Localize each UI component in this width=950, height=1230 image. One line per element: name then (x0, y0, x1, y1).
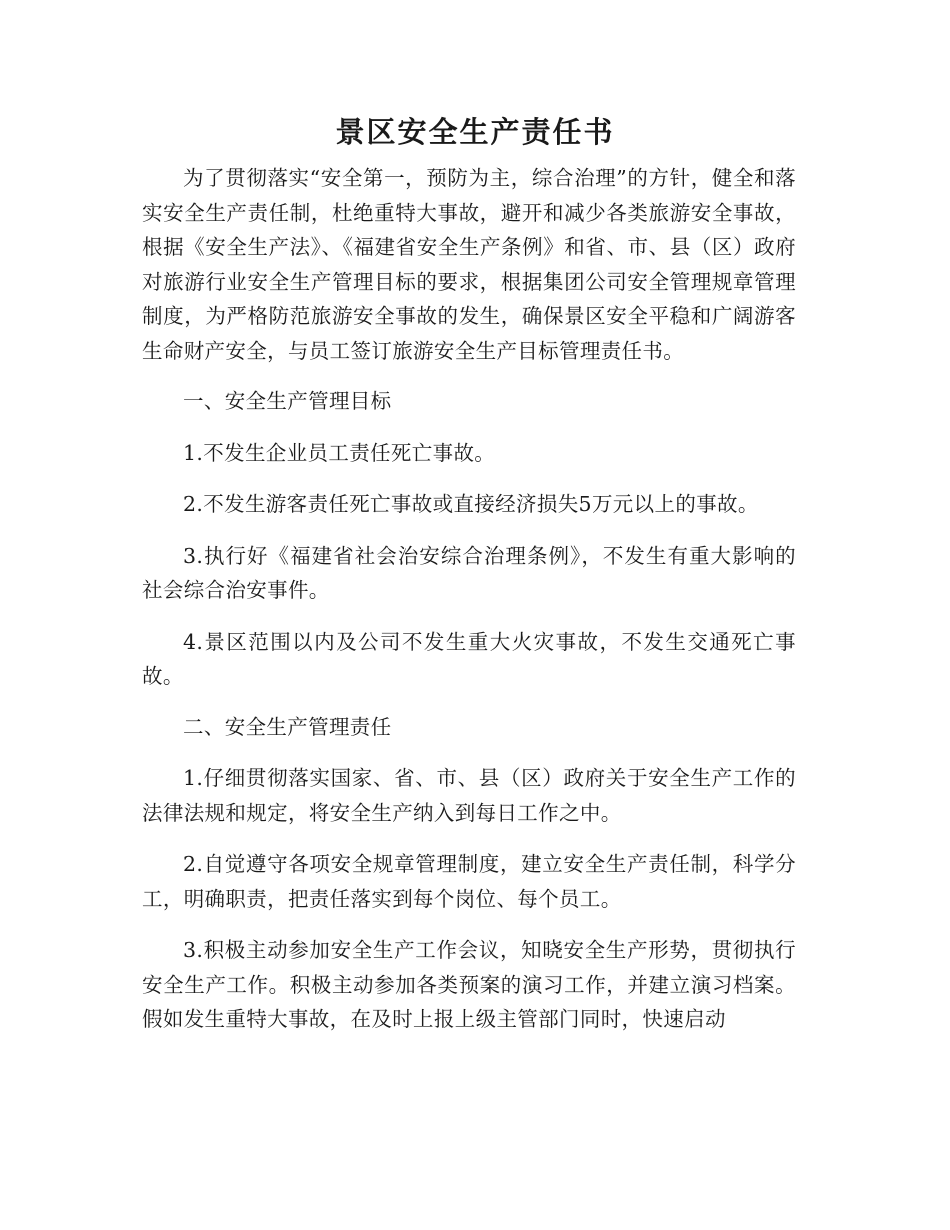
responsibility-item: 3.积极主动参加安全生产工作会议，知晓安全生产形势，贯彻执行安全生产工作。积极主动参加各类预案的演习工作，并建立演习档案。假如发生重特大事故，在及时上报上级主管部门同时，快速启动 (142, 938, 796, 1031)
section-heading-responsibilities: 二、安全生产管理责任 (183, 714, 392, 739)
responsibility-item: 2.自觉遵守各项安全规章管理制度，建立安全生产责任制，科学分工，明确职责，把责任落实到每个岗位、每个员工。 (142, 852, 796, 911)
goal-item: 1.不发生企业员工责任死亡事故。 (183, 440, 496, 465)
goal-item: 3.执行好《福建省社会治安综合治理条例》，不发生有重大影响的社会综合治安事件。 (142, 543, 796, 602)
intro-paragraph: 为了贯彻落实“安全第一，预防为主，综合治理”的方针，健全和落实安全生产责任制，杜绝重特大事故，避开和减少各类旅游安全事故，根据《安全生产法》、《福建省安全生产条例》和省、市、县（区）政府对旅游行业安全生产管理目标的要求，根据集团公司安全管理规章管理制度，为严格防范旅游安全事故的发生，确保景区安全平稳和广阔游客生命财产安全，与员工签订旅游安全生产目标管理责任书。 (142, 166, 796, 363)
document-title: 景区安全生产责任书 (335, 115, 615, 149)
goal-item: 2.不发生游客责任死亡事故或直接经济损失5万元以上的事故。 (183, 492, 759, 516)
responsibility-item: 1.仔细贯彻落实国家、省、市、县（区）政府关于安全生产工作的法律法规和规定，将安全生产纳入到每日工作之中。 (142, 766, 796, 825)
section-heading-goals: 一、安全生产管理目标 (183, 389, 392, 413)
document-body (142, 161, 796, 1037)
goal-item: 4.景区范围以内及公司不发生重大火灾事故，不发生交通死亡事故。 (142, 629, 796, 688)
